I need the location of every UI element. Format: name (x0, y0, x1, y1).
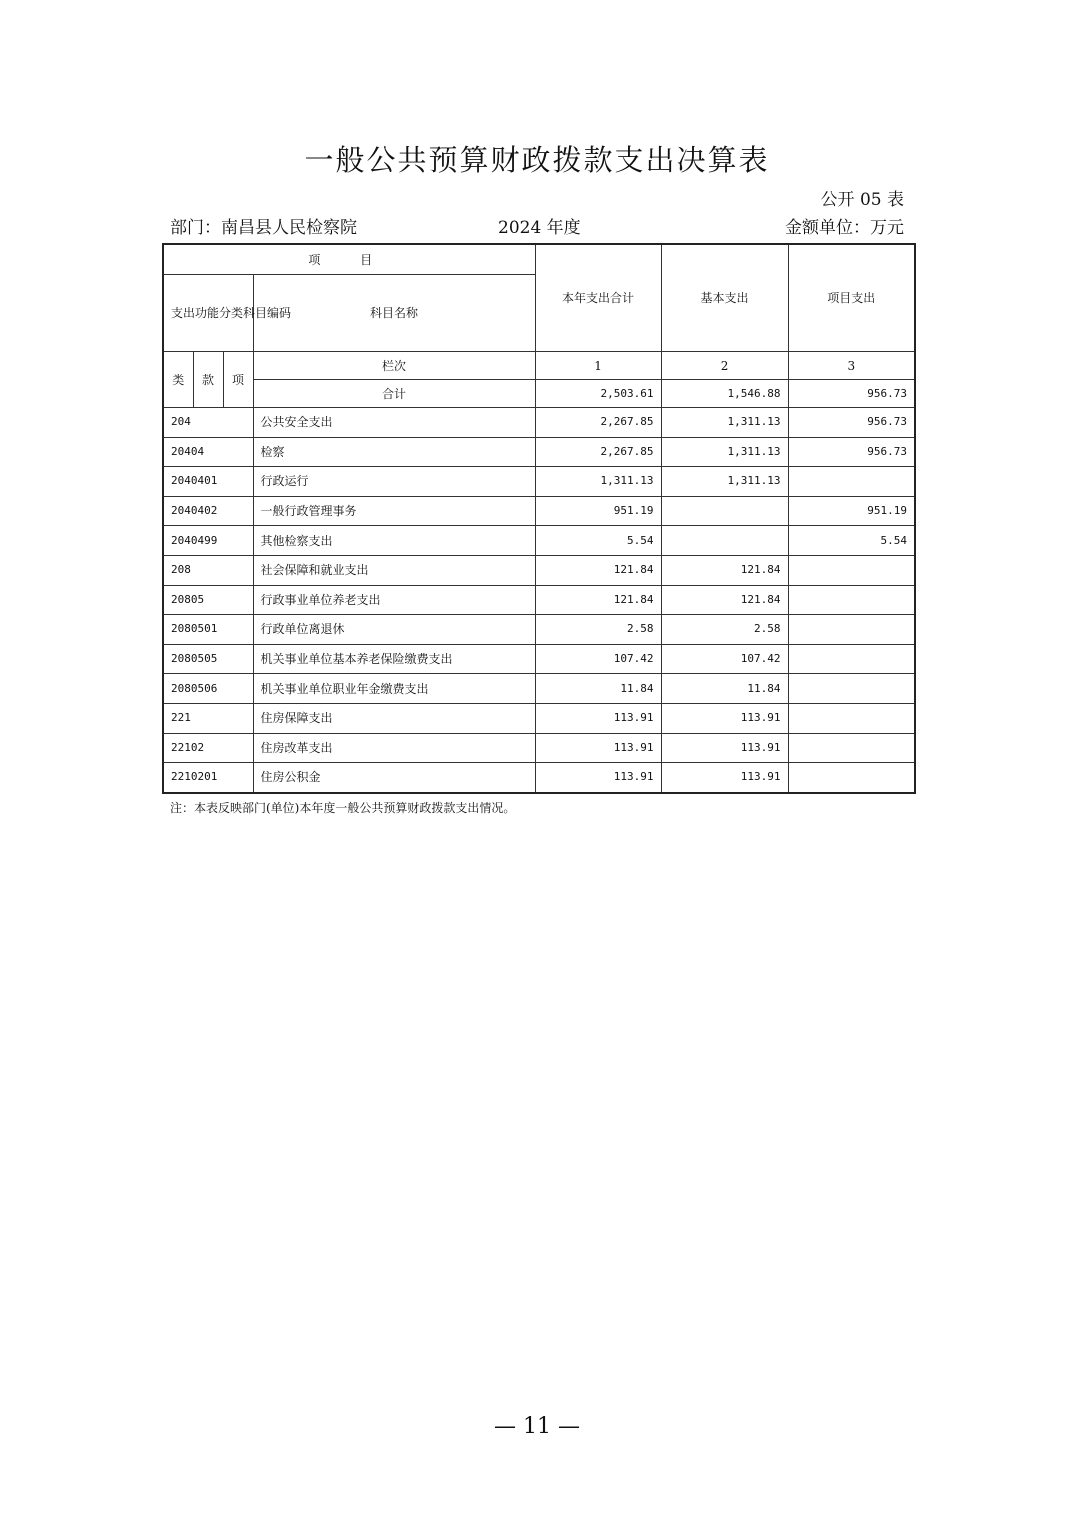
header-col1: 1 (535, 352, 661, 380)
row-total: 113.91 (535, 703, 661, 733)
row-basic: 2.58 (661, 615, 788, 645)
table-row (163, 674, 915, 704)
table-row (163, 763, 915, 793)
header-kuan: 款 (193, 352, 223, 408)
row-basic: 113.91 (661, 733, 788, 763)
table-row (163, 555, 915, 585)
amount-unit: 金额单位：万元 (785, 218, 904, 238)
row-project (788, 674, 915, 704)
table-row (163, 644, 915, 674)
row-basic: 107.42 (661, 644, 788, 674)
row-total: 113.91 (535, 733, 661, 763)
row-project (788, 703, 915, 733)
table-row (163, 615, 915, 645)
header-code-group: 支出功能分类科目编码 (163, 275, 253, 352)
form-number: 公开 05 表 (820, 190, 904, 210)
header-item: 项 目 (163, 244, 535, 275)
row-name: 公共安全支出 (253, 408, 535, 438)
page-number: — 11 — (494, 1414, 580, 1439)
row-total: 1,311.13 (535, 467, 661, 497)
totals-project: 956.73 (788, 380, 915, 408)
table-row (163, 496, 915, 526)
row-code: 20805 (163, 585, 253, 615)
row-basic (661, 526, 788, 556)
row-total: 107.42 (535, 644, 661, 674)
row-code: 221 (163, 703, 253, 733)
header-project: 项目支出 (788, 244, 915, 352)
row-basic: 113.91 (661, 703, 788, 733)
row-project (788, 467, 915, 497)
row-name: 行政单位离退休 (253, 615, 535, 645)
row-code: 2080505 (163, 644, 253, 674)
row-project: 956.73 (788, 408, 915, 438)
header-total: 本年支出合计 (535, 244, 661, 352)
table-note: 注：本表反映部门(单位)本年度一般公共预算财政拨款支出情况。 (170, 801, 516, 815)
row-basic: 121.84 (661, 585, 788, 615)
row-basic: 121.84 (661, 555, 788, 585)
row-basic: 113.91 (661, 763, 788, 793)
header-lei: 类 (163, 352, 193, 408)
header-column-label: 栏次 (253, 352, 535, 380)
row-code: 208 (163, 555, 253, 585)
row-total: 2,267.85 (535, 437, 661, 467)
row-code: 2040402 (163, 496, 253, 526)
row-total: 121.84 (535, 585, 661, 615)
row-code: 20404 (163, 437, 253, 467)
row-code: 2040401 (163, 467, 253, 497)
page-title: 一般公共预算财政拨款支出决算表 (304, 143, 770, 177)
row-code: 204 (163, 408, 253, 438)
row-code: 2040499 (163, 526, 253, 556)
table-row (163, 733, 915, 763)
row-name: 检察 (253, 437, 535, 467)
row-project: 5.54 (788, 526, 915, 556)
table-row (163, 526, 915, 556)
header-col3: 3 (788, 352, 915, 380)
row-basic (661, 496, 788, 526)
fiscal-year: 2024 年度 (498, 218, 581, 238)
header-col2: 2 (661, 352, 788, 380)
row-project (788, 763, 915, 793)
row-total: 5.54 (535, 526, 661, 556)
header-basic: 基本支出 (661, 244, 788, 352)
row-project (788, 733, 915, 763)
header-xiang: 项 (223, 352, 253, 408)
row-code: 2080506 (163, 674, 253, 704)
row-project (788, 644, 915, 674)
row-total: 951.19 (535, 496, 661, 526)
row-name: 行政事业单位养老支出 (253, 585, 535, 615)
row-total: 121.84 (535, 555, 661, 585)
row-basic: 11.84 (661, 674, 788, 704)
totals-total: 2,503.61 (535, 380, 661, 408)
row-name: 住房公积金 (253, 763, 535, 793)
row-basic: 1,311.13 (661, 408, 788, 438)
row-total: 2.58 (535, 615, 661, 645)
row-basic: 1,311.13 (661, 437, 788, 467)
table-row (163, 703, 915, 733)
department-label: 部门：南昌县人民检察院 (170, 218, 357, 238)
row-name: 机关事业单位基本养老保险缴费支出 (253, 644, 535, 674)
totals-label: 合计 (253, 380, 535, 408)
table-row (163, 467, 915, 497)
row-name: 住房保障支出 (253, 703, 535, 733)
row-project (788, 555, 915, 585)
table-row (163, 437, 915, 467)
row-project (788, 615, 915, 645)
row-name: 其他检察支出 (253, 526, 535, 556)
row-project (788, 585, 915, 615)
table-row (163, 408, 915, 438)
row-total: 11.84 (535, 674, 661, 704)
row-name: 行政运行 (253, 467, 535, 497)
row-name: 一般行政管理事务 (253, 496, 535, 526)
budget-table (162, 243, 916, 794)
row-name: 机关事业单位职业年金缴费支出 (253, 674, 535, 704)
row-code: 22102 (163, 733, 253, 763)
row-total: 113.91 (535, 763, 661, 793)
row-total: 2,267.85 (535, 408, 661, 438)
row-name: 社会保障和就业支出 (253, 555, 535, 585)
table-row (163, 585, 915, 615)
row-name: 住房改革支出 (253, 733, 535, 763)
row-code: 2210201 (163, 763, 253, 793)
totals-basic: 1,546.88 (661, 380, 788, 408)
row-basic: 1,311.13 (661, 467, 788, 497)
row-code: 2080501 (163, 615, 253, 645)
row-project: 956.73 (788, 437, 915, 467)
header-name: 科目名称 (253, 275, 535, 352)
row-project: 951.19 (788, 496, 915, 526)
